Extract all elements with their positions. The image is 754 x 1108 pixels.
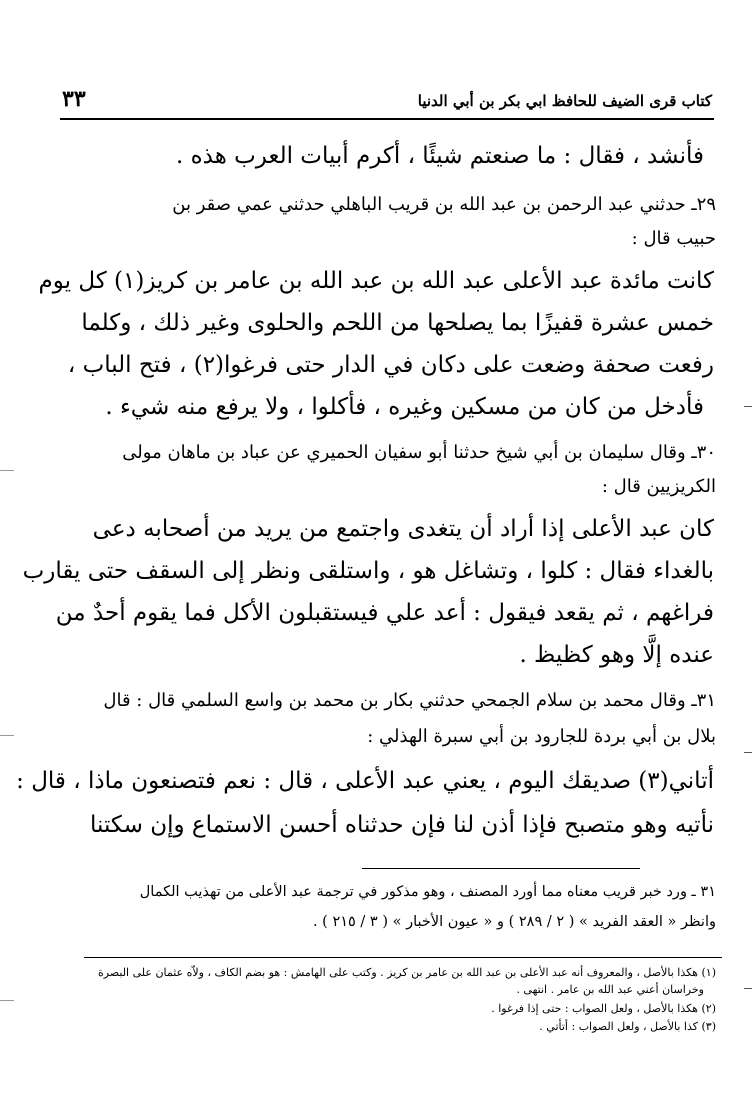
body-line: كان عبد الأعلى إذا أراد أن يتغدى واجتمع من يريد من أصحابه دعى: [92, 516, 714, 542]
body-line: فأدخل من كان من مسكين وغيره ، فأكلوا ، ولا يرفع منه شيء .: [105, 394, 704, 420]
body-line: أتاني(٣) صديقك اليوم ، يعني عبد الأعلى ، قال : نعم فتصنعون ماذا ، قال :: [16, 768, 714, 794]
body-line: فراغهم ، ثم يقعد فيقول : أعد علي فيستقبلون الأكل فما يقوم أحدٌ من: [55, 600, 714, 626]
margin-tick: [744, 988, 752, 989]
narration-line-31: ٣١ـ وقال محمد بن سلام الجمحي حدثني بكار بن محمد بن واسع السلمي قال : قال: [103, 690, 716, 711]
footnote-1-cont: وخراسان أعني عبد الله بن عامر . انتهى .: [516, 983, 704, 996]
header-rule: [60, 118, 714, 120]
book-title: كتاب قرى الضيف للحافظ ابي بكر بن أبي الدنيا: [417, 92, 712, 110]
narration-line-30: ٣٠ـ وقال سليمان بن أبي شيخ حدثنا أبو سفيان الحميري عن عباد بن ماهان مولى: [122, 442, 716, 463]
body-line: فأنشد ، فقال : ما صنعتم شيئًا ، أكرم أبيات العرب هذه .: [175, 143, 704, 169]
footnote-3: (٣) كذا بالأصل ، ولعل الصواب : أتأتي .: [539, 1020, 716, 1033]
footnotes-separator: [84, 957, 722, 958]
body-line: بالغداء فقال : كلوا ، وتشاغل هو ، واستلقى ونظر إلى السقف حتى يقارب: [22, 558, 714, 584]
running-header: [62, 86, 712, 116]
narration-line-29: ٢٩ـ حدثني عبد الرحمن بن عبد الله بن قريب الباهلي حدثني عمي صقر بن: [172, 194, 716, 215]
narration-line: الكريزيين قال :: [601, 476, 716, 497]
source-note-line: ٣١ ـ ورد خبر قريب معناه مما أورد المصنف ، وهو مذكور في ترجمة عبد الأعلى من تهذيب الكمال: [139, 884, 716, 900]
margin-tick: [744, 406, 752, 407]
edge-mark: [0, 735, 14, 736]
footnote-separator: [362, 868, 640, 869]
narration-line: بلال بن أبي بردة للجارود بن أبي سبرة الهذلي :: [367, 726, 716, 747]
footnote-2: (٢) هكذا بالأصل ، ولعل الصواب : حتى إذا فرغوا .: [491, 1002, 716, 1015]
body-line: كانت مائدة عبد الأعلى عبد الله بن عبد الله بن عامر بن كريز(١) كل يوم: [38, 268, 714, 294]
edge-mark: [0, 1000, 14, 1001]
page-number: ٣٣: [62, 86, 86, 112]
margin-tick: [744, 752, 752, 753]
edge-mark: [0, 470, 14, 471]
body-line: خمس عشرة قفيزًا بما يصلحها من اللحم والحلوى وغير ذلك ، وكلما: [81, 310, 714, 336]
body-line: عنده إلَّا وهو كظيظ .: [519, 642, 714, 668]
footnote-1: (١) هكذا بالأصل ، والمعروف أنه عبد الأعلى بن عبد الله بن عامر بن كريز . وكتب على الهامش : هو بضم الكاف ، ولاّه عثمان على البصرة: [98, 966, 716, 979]
source-note-line: وانظر « العقد الفريد » ( ٢ / ٢٨٩ ) و « عيون الأخبار » ( ٣ / ٢١٥ ) .: [312, 914, 716, 930]
body-line: نأتيه وهو متصبح فإذا أذن لنا فإن حدثناه أحسن الاستماع وإن سكتنا: [90, 812, 714, 838]
body-line: رفعت صحفة وضعت على دكان في الدار حتى فرغوا(٢) ، فتح الباب ،: [67, 352, 714, 378]
narration-line: حبيب قال :: [631, 228, 716, 249]
